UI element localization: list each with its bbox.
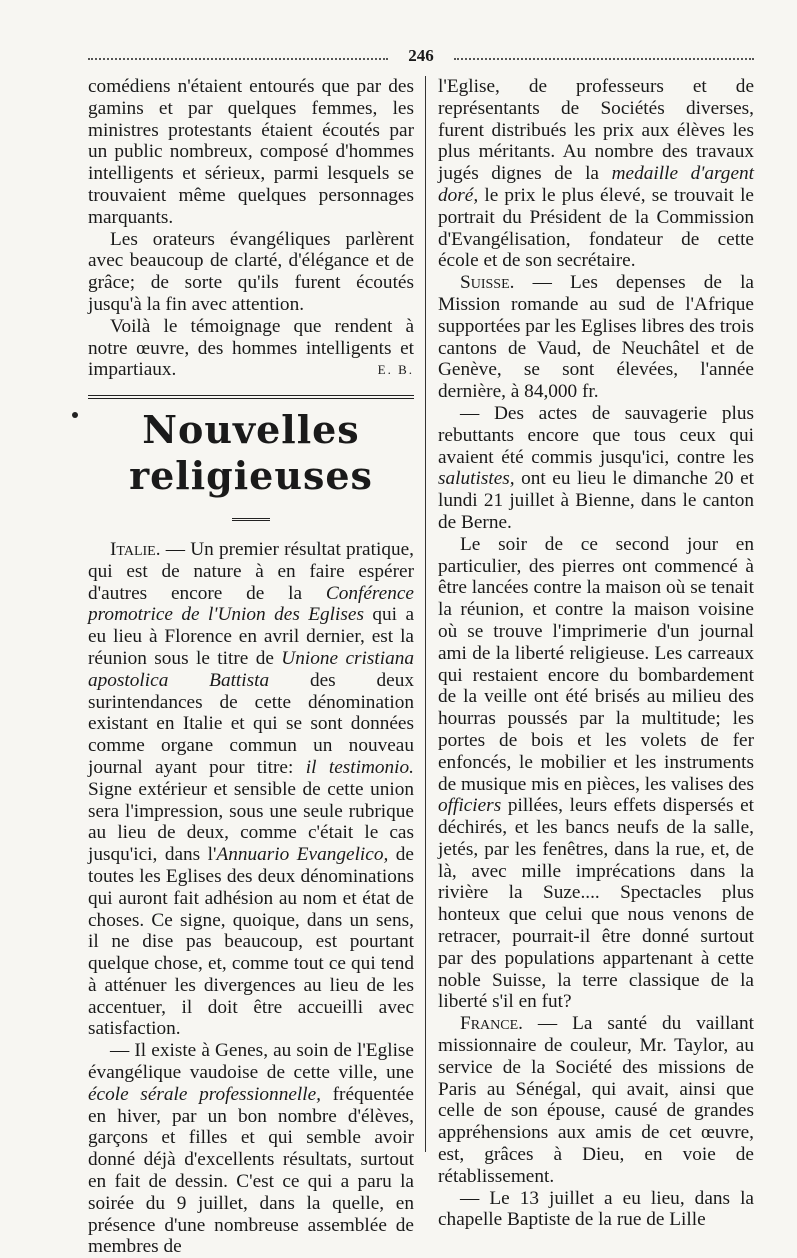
paragraph [88, 316, 414, 381]
paragraph-text: Voilà le témoignage que rendent à notre œuvre, des hommes intelligents et impartiaux. [88, 315, 414, 381]
page-header [88, 46, 754, 72]
signature: E. B. [377, 362, 414, 378]
section-title: Nouvelles religieuses [129, 407, 373, 499]
section-rule [88, 395, 414, 399]
paragraph: Les orateurs évangéliques parlèrent avec beaucoup de clarté, d'élégance et de grâce; de sorte qu'ils furent écoutés jusqu'à la fin avec attention. [88, 228, 414, 315]
paragraph: Le soir de ce second jour en particulier, des pierres ont commencé à être lancées contre la maison où se tenait la réunion, et contre la maison voisine où se trouve l'imprimerie d'un journal ami de la liberté religieuse. Les carreaux qui restaient encore du bombardement de la veille ont été brisés au milieu des hourras poussés par la multitude; les portes de bois et les volets de fer enfoncés, le mobilier et les instruments de musique mis en pièces, les valises des officiers pillées, leurs effets dispersés et déchirés, et les bancs neufs de la salle, jetés, par les fenêtres, dans la rue, et, de là, avec mille imprécations dans la rivière la Suze.... Spectacles plus honteux que celui que nous venons de retracer, pourrait-il être donné surtout par des populations appartenant à cette noble Suisse, la terre classique de la liberté s'il en fut? [438, 533, 754, 1013]
paragraph: Suisse. — Les depenses de la Mission romande au sud de l'Afrique supportées par les Eglises libres des trois cantons de Vaud, de Neuchâtel et de Genève, se sont élevées, l'année dernière, à 84,000 fr. [438, 272, 754, 403]
paragraph: — Des actes de sauvagerie plus rebuttants encore que tous ceux qui avaient été commis jusqu'ici, contre les salutistes, ont eu lieu le dimanche 20 et lundi 21 juillet à Bienne, dans le canton de Berne. [438, 402, 754, 533]
title-ornament [88, 505, 414, 527]
country-label: France. [460, 1013, 523, 1035]
country-label: Suisse. [460, 272, 515, 294]
margin-dot [72, 412, 78, 418]
right-column [438, 76, 754, 1231]
paragraph: France. — La santé du vaillant missionnaire de couleur, Mr. Taylor, au service de la Société des missions de Paris au Sénégal, qui avait, ainsi que celle de son épouse, causé de grandes appréhensions aux amis de cet œuvre, est, grâces à Dieu, en voie de rétablissement. [438, 1013, 754, 1187]
page-number: 246 [408, 46, 434, 65]
column-divider [425, 76, 426, 1152]
header-dotted-rule-right [454, 58, 754, 60]
left-column [88, 76, 414, 1258]
country-label: Italie. [110, 538, 161, 560]
paragraph: Italie. — Un premier résultat pratique, qui est de nature à en faire espérer d'autres encore de la Conférence promotrice de l'Union des Eglises qui a eu lieu à Florence en avril dernier, est la réunion sous le titre de Unione cristiana apostolica Battista des deux surintendances de cette dénomination existant en Italie et qui se sont données comme organe commun un nouveau journal ayant pour titre: il testimonio. Signe extérieur et sensible de cette union sera l'impression, sous une seule rubrique au lieu de deux, comme c'était le cas jusqu'ici, dans l'Annuario Evangelico, de toutes les Eglises des deux dénominations qui auront fait adhésion au nom et état de choses. Ce signe, quoique, dans un sens, il ne dise pas beaucoup, est pourtant quelque chose, et, comme tout ce qui tend à atténuer les divergences au lieu de les accentuer, il doit être accueilli avec satisfaction. [88, 538, 415, 1040]
paragraph: l'Eglise, de professeurs et de représentants de Sociétés diverses, furent distribués les prix aux élèves les plus méritants. Au nombre des travaux jugés dignes de la medaille d'argent doré, le prix le plus élevé, se trouvait le portrait du Président de la Commission d'Evangélisation, fondateur de cette école et de son secrétaire. [438, 76, 755, 272]
paragraph: — Le 13 juillet a eu lieu, dans la chapelle Baptiste de la rue de Lille [438, 1187, 754, 1231]
paragraph: comédiens n'étaient entourés que par des gamins et par quelques femmes, les ministres protestants étaient écoutés par un public nombreux, composé d'hommes intelligents et sérieux, parmi lesquels se trouvaient même quelques personnages marquants. [88, 76, 414, 228]
paragraph: — Il existe à Genes, au soin de l'Eglise évangélique vaudoise de cette ville, une école sérale professionnelle, fréquentée en hiver, par un bon nombre d'élèves, garçons et filles et qui semble avoir donné déjà d'excellents résultats, surtout en fait de dessin. C'est ce qui a paru la soirée du 9 juillet, dans la quelle, en présence d'une nombreuse assemblée de membres de [88, 1040, 414, 1258]
